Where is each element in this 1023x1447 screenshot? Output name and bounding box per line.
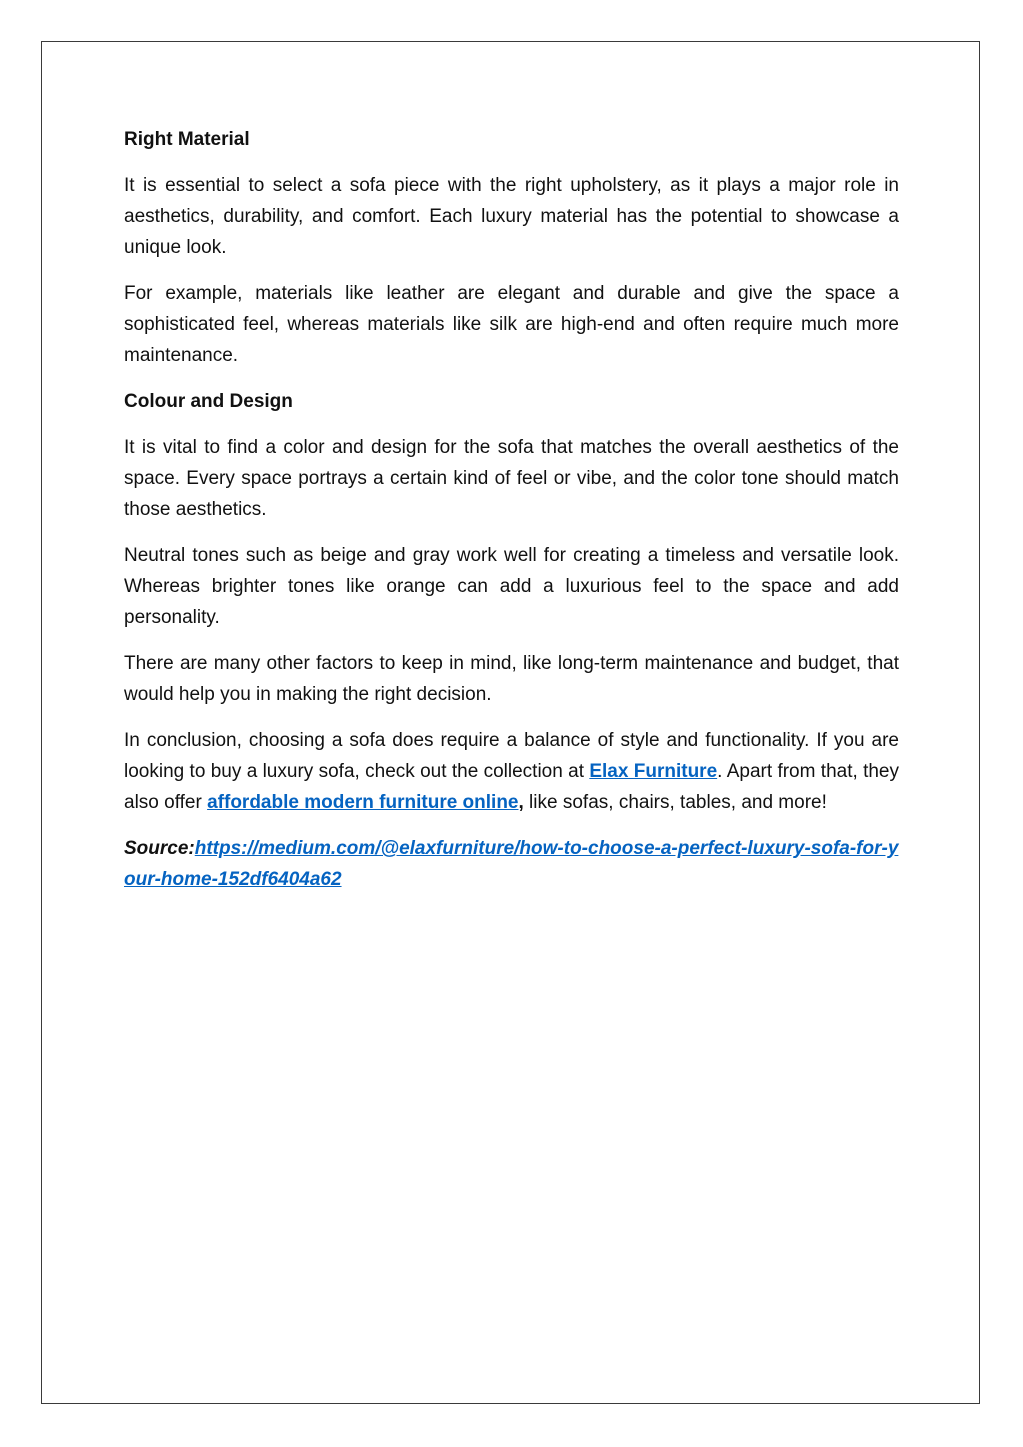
source-url-link[interactable]: https://medium.com/@elaxfurniture/how-to-choose-a-perfect-luxury-sofa-for-your-home-152df6404a62 xyxy=(124,838,899,890)
conclusion-text-1: In conclusion, choosing a sofa does require a balance of style and functionality. If you are looking to buy a luxury sofa, check out the collection at xyxy=(124,730,899,782)
paragraph-neutral-tones: Neutral tones such as beige and gray work well for creating a timeless and versatile look. Whereas brighter tones like orange can add a luxurious feel to the space and add personality. xyxy=(124,545,899,628)
elax-furniture-link[interactable]: Elax Furniture xyxy=(589,761,718,782)
conclusion-text-2: . Apart from that, they also offer xyxy=(124,761,900,813)
heading-right-material: Right Material xyxy=(124,129,250,150)
conclusion-comma: , xyxy=(518,792,524,813)
source-label: Source: xyxy=(124,838,195,859)
paragraph-conclusion xyxy=(124,725,899,818)
paragraph-color-aesthetics: It is vital to find a color and design for the sofa that matches the overall aesthetics of the space. Every space portrays a certain kind of feel or vibe, and the color tone should match those aesthetics. xyxy=(124,437,899,520)
paragraph-upholstery: It is essential to select a sofa piece with the right upholstery, as it plays a major role in aesthetics, durability, and comfort. Each luxury material has the potential to showcase a unique look. xyxy=(124,175,899,258)
document-body xyxy=(124,124,899,895)
affordable-furniture-link[interactable]: affordable modern furniture online xyxy=(207,792,519,813)
conclusion-text-3: like sofas, chairs, tables, and more! xyxy=(523,792,827,813)
source-line xyxy=(124,833,899,895)
paragraph-other-factors: There are many other factors to keep in mind, like long-term maintenance and budget, that would help you in making the right decision. xyxy=(124,653,899,705)
heading-colour-design: Colour and Design xyxy=(124,391,293,412)
paragraph-materials-example: For example, materials like leather are elegant and durable and give the space a sophisticated feel, whereas materials like silk are high-end and often require much more maintenance. xyxy=(124,283,899,366)
